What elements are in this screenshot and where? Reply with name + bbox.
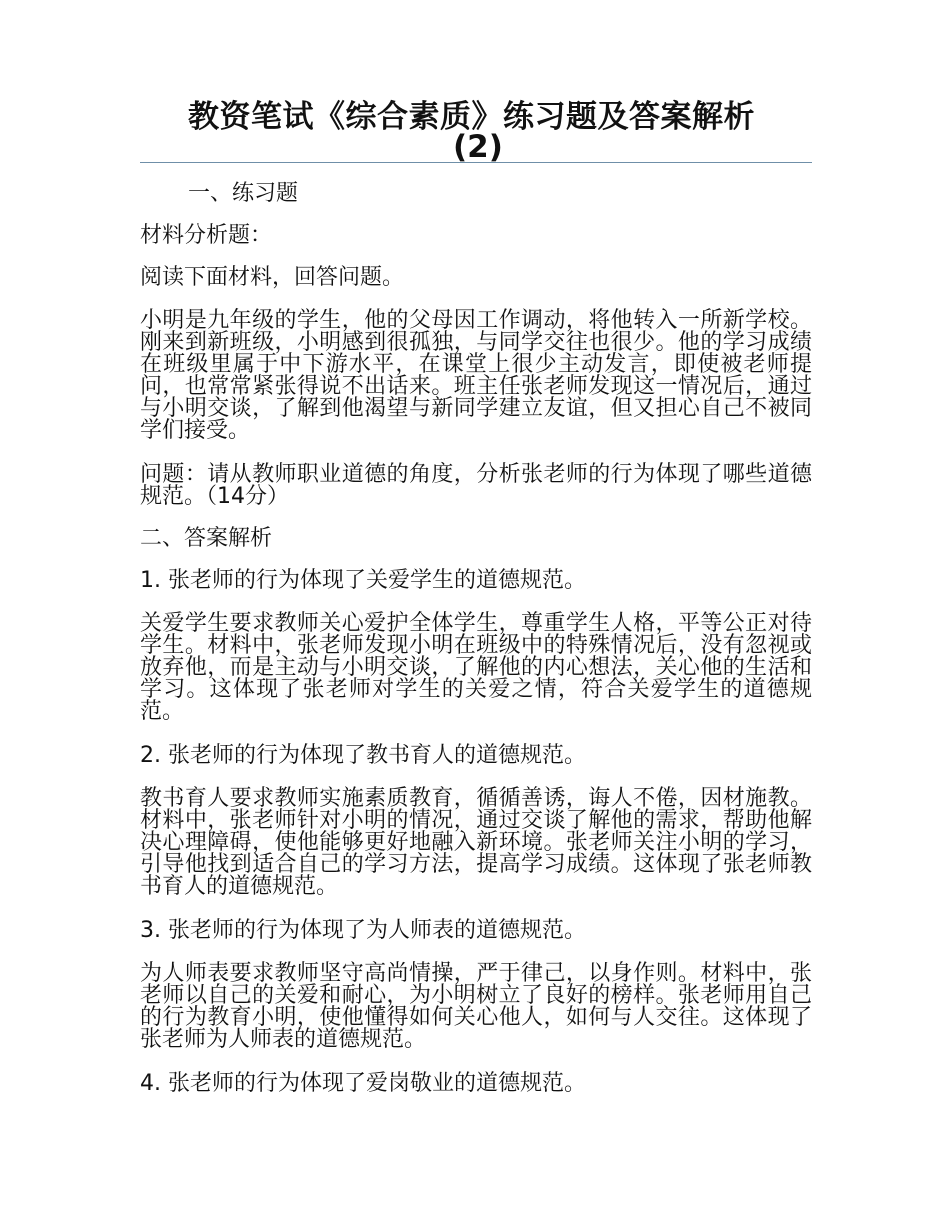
answer-point-body: 关爱学生要求教师关心爱护全体学生，尊重学生人格，平等公正对待学生。材料中，张老师发现小明在班级中的特殊情况后，没有忽视或放弃他，而是主动与小明交谈，了解他的内心想法，关心他的生活和学习。这体现了张老师对学生的关爱之情，符合关爱学生的道德规范。	[140, 611, 812, 724]
material-paragraph: 小明是九年级的学生，他的父母因工作调动，将他转入一所新学校。刚来到新班级，小明感到很孤独，与同学交往也很少。他的学习成绩在班级里属于中下游水平，在课堂上很少主动发言，即使被老师提问，也常常紧张得说不出话来。班主任张老师发现这一情况后，通过与小明交谈，了解到他渴望与新同学建立友谊，但又担心自己不被同学们接受。	[140, 308, 812, 443]
document-title	[140, 100, 812, 163]
answer-point-heading: 2. 张老师的行为体现了教书育人的道德规范。	[140, 743, 586, 768]
answer-point-heading: 4. 张老师的行为体现了爱岗敬业的道德规范。	[140, 1071, 586, 1096]
question-type-label: 材料分析题：	[140, 223, 273, 248]
section-heading-answers: 二、答案解析	[140, 526, 273, 551]
title-main: 教资笔试《综合素质》练习题及答案解析	[188, 99, 755, 135]
document-page	[140, 100, 812, 1095]
answer-point-heading: 3. 张老师的行为体现了为人师表的道德规范。	[140, 918, 586, 943]
section-heading-exercises: 一、练习题	[188, 181, 299, 206]
answer-point-heading: 1. 张老师的行为体现了关爱学生的道德规范。	[140, 568, 586, 593]
answer-point-body: 教书育人要求教师实施素质教育，循循善诱，诲人不倦，因材施教。材料中，张老师针对小明的情况，通过交谈了解他的需求，帮助他解决心理障碍，使他能够更好地融入新环境。张老师关注小明的学习，引导他找到适合自己的学习方法，提高学习成绩。这体现了张老师教书育人的道德规范。	[140, 786, 812, 899]
answer-point-body: 为人师表要求教师坚守高尚情操，严于律己，以身作则。材料中，张老师以自己的关爱和耐心，为小明树立了良好的榜样。张老师用自己的行为教育小明，使他懂得如何关心他人，如何与人交往。这体现了张老师为人师表的道德规范。	[140, 961, 812, 1052]
title-subtitle: (2)	[453, 129, 503, 165]
question-paragraph: 问题：请从教师职业道德的角度，分析张老师的行为体现了哪些道德规范。（14分）	[140, 462, 812, 509]
instruction-text: 阅读下面材料，回答问题。	[140, 265, 405, 290]
